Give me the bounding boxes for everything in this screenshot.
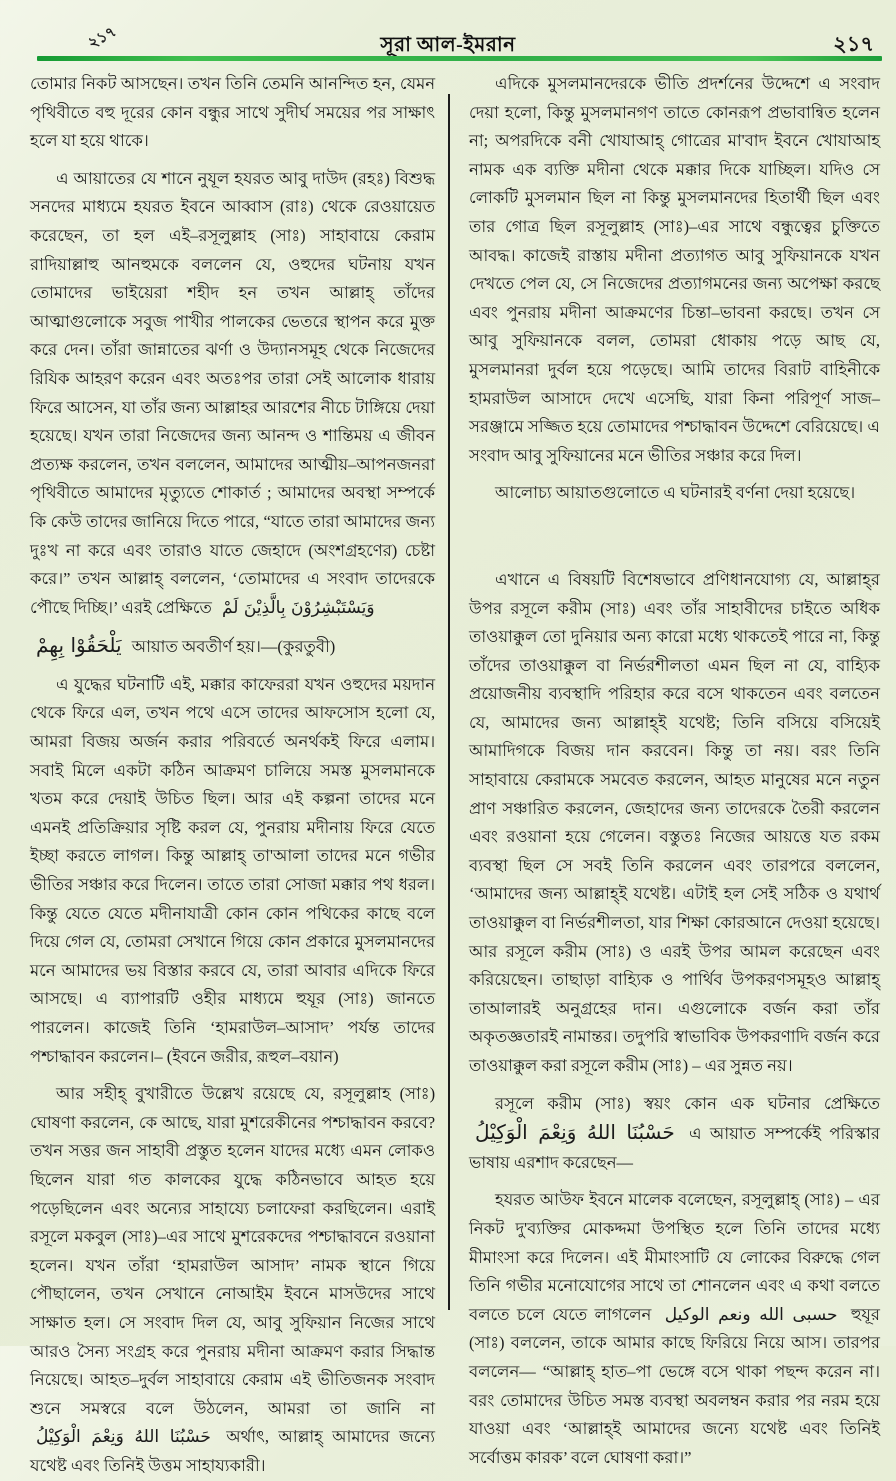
paragraph	[30, 1080, 435, 1480]
arabic-quote: حَسْبُنَا اللهُ وَنِعْمَ الْوَكِيْلُ	[36, 1427, 211, 1448]
page-title: সূরা আল-ইমরান	[380, 34, 516, 56]
paragraph: এদিকে মুসলমানদেরকে ভীতি প্রদর্শনের উদ্দেশে এ সংবাদ দেয়া হলো, কিন্তু মুসলমানগণ তাতে কোনরূপ প্রভাবান্বিত হলেন না; অপরদিকে বনী খোযাআহ্‌ গোত্রের মা'বাদ ইবনে খোযাআহ নামক এক ব্যক্তি মদীনা থেকে মক্কার দিকে যাচ্ছিল। যদিও সে লোকটি মুসলমান ছিল না কিন্তু মুসলমানদের হিতার্থী ছিল এবং তার গোত্র ছিল রসূলুল্লাহ (সাঃ)–এর সাথে বন্ধুত্বের চুক্তিতে আবদ্ধ। কাজেই রাস্তায় মদীনা প্রত্যাগত আবু সুফিয়ানকে যখন দেখতে পেল যে, সে নিজেদের প্রত্যাগমনের জন্য অপেক্ষা করছে এবং পুনরায় মদীনা আক্রমণের চিন্তা–ভাবনা করছে। তখন সে আবু সুফিয়ানকে বলল, তোমরা ধোকায় পড়ে আছ যে, মুসলমানরা দুর্বল হয়ে পড়েছে। আমি তাদের বিরাট বাহিনীকে হামরাউল আসাদে দেখে এসেছি, যারা কিনা পরিপূর্ণ সাজ–সরঞ্জামে সজ্জিত হয়ে তোমাদের পশ্চাদ্ধাবন উদ্দেশে বেরিয়েছে। এ সংবাদ আবু সুফিয়ানের মনে ভীতির সঞ্চার করে দিল।	[469, 74, 880, 465]
paragraph-text: এ আয়াতের যে শানে নুযূল হযরত আবু দাউদ (রহঃ) বিশুদ্ধ সনদের মাধ্যমে হযরত ইবনে আব্বাস (রাঃ) থেকে রেওয়ায়েত করেছেন, তা হল এই–রসূলুল্লাহ (সাঃ) সাহাবায়ে কেরাম রাদিয়াল্লাহু আনহুমকে বললেন যে, ওহুদের ঘটনায় যখন তোমাদের ভাইয়েরা শহীদ হন তখন আল্লাহ্‌ তাঁদের আত্মাগুলোকে সবুজ পাখীর পালকের ভেতরে স্থাপন করে মুক্ত করে দেন। তাঁরা জান্নাতের ঝর্ণা ও উদ্যানসমূহ থেকে নিজেদের রিযিক আহরণ করেন এবং অতঃপর তারা সেই আলোক ধারায় ফিরে আসেন, যা তাঁর জন্য আল্লাহর আরশের নীচে টাঙ্গিয়ে দেয়া হয়েছে। যখন তারা নিজেদের জন্য আনন্দ ও শান্তিময় এ জীবন প্রত্যক্ষ করলেন, তখন বললেন, আমাদের আত্মীয়–আপনজনরা পৃথিবীতে আমাদের মৃত্যুতে শোকার্ত ; আমাদের অবস্থা সম্পর্কে কি কেউ তাদের জানিয়ে দিতে পারে, “যাতে তারা আমাদের জন্য দুঃখ না করে এবং তারাও যাতে জেহাদে (অংশগ্রহণের) চেষ্টা করে।” তখন আল্লাহ্‌ বললেন, ‘তোমাদের এ সংবাদ তাদেরকে পৌছে দিচ্ছি।’ এরই প্রেক্ষিতে	[30, 168, 436, 617]
column-divider	[448, 94, 450, 1310]
paragraph-text: অর্থাৎ, আল্লাহ্‌ আমাদের জন্যে যথেষ্ট এবং তিনিই উত্তম সাহায্যকারী।	[30, 1427, 436, 1475]
right-column	[457, 70, 881, 1467]
paragraph-text: আর সহীহ্‌ বুখারীতে উল্লেখ রয়েছে যে, রসূলুল্লাহ (সাঃ) ঘোষণা করলেন, কে আছে, যারা মুশরেকীনের পশ্চাদ্ধাবন করবে? তখন সত্তর জন সাহাবী প্রস্তুত হলেন যাদের মধ্যে এমন লোকও ছিলেন যারা গত কালকের যুদ্ধে কঠিনভাবে আহত হয়ে পড়েছিলেন এবং অন্যের সাহায্যে চলাফেরা করছিলেন। এরাই রসূলে মকবুল (সাঃ)–এর সাথে মুশরেকদের পশ্চাদ্ধাবনে রওয়ানা হলেন। যখন তাঁরা ‘হামরাউল আসাদ’ নামক স্থানে গিয়ে পৌছালেন, তখন সেখানে নোআইম ইবনে মাসউদের সাথে সাক্ষাত হল। সে সংবাদ দিল যে, আবু সুফিয়ান নিজের সাথে আরও সৈন্য সংগ্রহ করে পুনরায় মদীনা আক্রমণ করার সিদ্ধান্ত নিয়েছে। আহত–দুর্বল সাহাবায়ে কেরাম এই ভীতিজনক সংবাদ শুনে সমস্বরে বলে উঠলেন, আমরা তা জানি না	[30, 1084, 436, 1418]
paragraph	[469, 1090, 880, 1178]
paragraph	[30, 165, 435, 623]
paragraph-text: রসূলে করীম (সাঃ) স্বয়ং কোন এক ঘটনার প্রেক্ষিতে	[495, 1093, 880, 1113]
paragraph-text: হুযূর (সাঃ) বললেন, তাকে আমার কাছে ফিরিয়ে নিয়ে আস। তারপর বললেন— “আল্লাহ্‌ হাত–পা ভেঙ্গে বসে থাকা পছন্দ করেন না। বরং তোমাদের উচিত সমস্ত ব্যবস্থা অবলম্বন করার পর নরম হয়ে যাওয়া এবং ‘আল্লাহ্‌ই আমাদের জন্যে যথেষ্ট এবং তিনিই সর্বোত্তম কারক’ বলে ঘোষণা করা।”	[469, 1304, 881, 1467]
paragraph-text: আয়াত অবতীর্ণ হয়।—(কুরতুবী)	[131, 637, 336, 657]
paragraph: আলোচ্য আয়াতগুলোতে এ ঘটনারই বর্ণনা দেয়া হয়েছে।	[495, 483, 856, 503]
arabic-quote: حَسْبُنَا اللهُ وَنِعْمَ الْوَكِيْلُ	[475, 1120, 675, 1145]
paragraph-text: হযরত আউফ ইবনে মালেক বলেছেন, রসূলুল্লাহ্‌ (সাঃ) – এর নিকট দু'ব্যক্তির মোকদ্দমা উপস্থিত হলে তিনি তাদের মধ্যে মীমাংসা করে দিলেন। এই মীমাংসাটি যে লোকের বিরুদ্ধে গেল তিনি গভীর মনোযোগের সাথে তা শোনলেন এবং এ কথা বলতে বলতে চলে যেতে লাগলেন	[469, 1190, 880, 1324]
arabic-quote: يَلْحَقُوْا بِهِمْ	[36, 633, 122, 658]
arabic-quote: حسبى الله ونعم الوكيل	[664, 1304, 838, 1325]
header-rule	[37, 56, 882, 61]
paragraph: এখানে এ বিষয়টি বিশেষভাবে প্রণিধানযোগ্য যে, আল্লাহ্‌র উপর রসূলে করীম (সাঃ) এবং তাঁর সাহাবীদের চাইতে অধিক তাওয়াক্কুল তো দুনিয়ার অন্য কারো মধ্যে থাকতেই পারে না, কিন্তু তাঁদের তাওয়াক্কুল বা নির্ভরশীলতা এমন ছিল না যে, বাহ্যিক প্রয়োজনীয় ব্যবস্থাদি পরিহার করে বসে থাকতেন এবং বলতেন যে, আমাদের জন্য আল্লাহ্‌ই যথেষ্ট; তিনি বসিয়ে বসিয়েই আমাদিগকে বিজয় দান করবেন। কিন্তু তা নয়। বরং তিনি সাহাবায়ে কেরামকে সমবেত করলেন, আহত মানুষের মনে নতুন প্রাণ সঞ্চারিত করলেন, জেহাদের জন্য তাদেরকে তৈরী করলেন এবং রওয়ানা হয়ে গেলেন। বস্তুতঃ নিজের আয়ত্তে যত রকম ব্যবস্থা ছিল সে সবই তিনি করলেন এবং তারপরে বললেন, ‘আমাদের জন্য আল্লাহ্‌ই যথেষ্ট। এটাই হল সেই সঠিক ও যথার্থ তাওয়াক্কুল বা নির্ভরশীলতা, যার শিক্ষা কোরআনে দেওয়া হয়েছে। আর রসূলে করীম (সাঃ) ও এরই উপর আমল করেছেন এবং করিয়েছেন। তাছাড়া বাহ্যিক ও পার্থিব উপকরণসমূহও আল্লাহ্‌ তাআলারই অনুগ্রহের দান। এগুলোকে বর্জন করা তাঁর অকৃতজ্ঞতারই নামান্তর। তদুপরি স্বাভাবিক উপকরণাদি বর্জন করে তাওয়াক্কুল করা রসূলে করীম (সাঃ) – এর সুন্নত নয়।	[469, 569, 880, 1075]
page-number-right: ২১৭	[833, 32, 874, 56]
paragraph: এ যুদ্ধের ঘটনাটি এই, মক্কার কাফেররা যখন ওহুদের ময়দান থেকে ফিরে এল, তখন পথে এসে তাদের আফসোস হলো যে, আমরা বিজয় অর্জন করার পরিবর্তে অনর্থকই ফিরে এলাম। সবাই মিলে একটা কঠিন আক্রমণ চালিয়ে সমস্ত মুসলমানকে খতম করে দেয়াই উচিত ছিল। আর এই কল্পনা তাদের মনে এমনই প্রতিক্রিয়ার সৃষ্টি করল যে, পুনরায় মদীনায় ফিরে যেতে ইচ্ছা করতে লাগল। কিন্তু আল্লাহ্‌ তা'আলা তাদের মনে গভীর ভীতির সঞ্চার করে দিলেন। তাতে তারা সোজা মক্কার পথ ধরল। কিন্তু যেতে যেতে মদীনাযাত্রী কোন কোন পথিকের কাছে বলে দিয়ে গেল যে, তোমরা সেখানে গিয়ে কোন প্রকারে মুসলমানদের মনে আমাদের ভয় বিস্তার করবে যে, তারা আবার এদিকে ফিরে আসছে। এ ব্যাপারটি ওহীর মাধ্যমে হুযূর (সাঃ) জানতে পারলেন। কাজেই তিনি ‘হামরাউল–আসাদ’ পর্যন্ত তাদের পশ্চাদ্ধাবন করলেন।– (ইবনে জরীর, রূহুল–বয়ান)	[30, 674, 436, 1066]
page-header	[0, 0, 896, 62]
paragraph: তোমার নিকট আসছেন। তখন তিনি তেমনি আনন্দিত হন, যেমন পৃথিবীতে বহু দূরের কোন বন্ধুর সাথে সুদীর্ঘ সময়ের পর সাক্ষাৎ হলে যা হয়ে থাকে।	[30, 74, 436, 151]
left-column	[30, 70, 441, 1475]
paragraph	[469, 1186, 880, 1472]
paragraph-text: এ আয়াত সম্পর্কেই পরিস্কার ভাষায় এরশাদ করেছেন—	[469, 1124, 881, 1172]
paragraph	[30, 631, 435, 662]
two-column-body	[30, 70, 881, 1475]
page-number-left: ২১৭	[85, 24, 120, 52]
arabic-quote: وَيَسْتَبْشِرُوْنَ بِالَّذِيْنَ لَمْ	[221, 597, 375, 618]
